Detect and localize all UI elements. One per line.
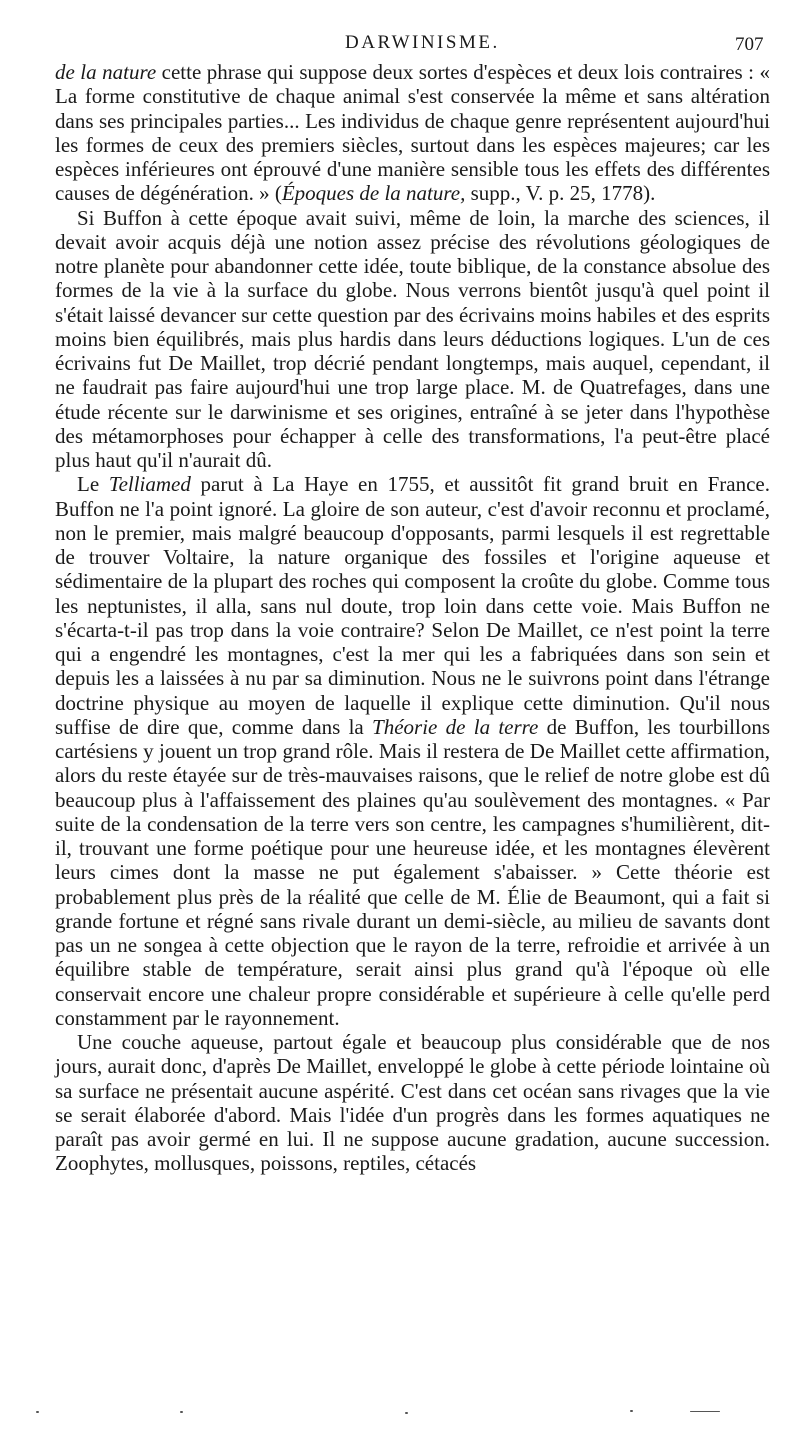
text-segment: Si Buffon à cette époque avait suivi, même de loin, la marche des sciences, il devait avoir acquis déjà une notion assez précise des révolutions géologiques de notre planète pour abandonner cette idée, toute biblique, de la constance absolue des formes de la vie à la surface du globe. Nous verrons bientôt jusqu'à quel point il s'était laissé devancer sur cette question par des écrivains moins habiles et des esprits moins bien équilibrés, mais plus hardis dans leurs déductions logiques. L'un de ces écrivains fut De Maillet, trop décrié pendant longtemps, mais auquel, cependant, il ne faudrait pas faire aujourd'hui une trop large place. M. de Quatrefages, dans une étude récente sur le darwinisme et ses origines, entraîné à se jeter dans l'hypothèse des métamorphoses pour échapper à celle des transformations, l'a peut-être placé plus haut qu'il n'aurait dû. bbox=[55, 205, 770, 472]
scan-specks bbox=[30, 1405, 770, 1419]
text-segment: Le bbox=[77, 472, 109, 497]
scan-speck bbox=[180, 1411, 183, 1413]
text-segment: de Buffon, les tourbillons cartésiens y jouent un trop grand rôle. Mais il restera de De Maillet cette affirmation, alors du reste étayée sur de très-mauvaises raisons, que le relief de notre globe est dû beaucoup plus à l'affaissement des plaines qu'au soulèvement des montagnes. « Par suite de la condensation de la terre vers son centre, les campagnes s'humilièrent, dit-il, trouvant une forme poétique pour une heureuse idée, et les montagnes élevèrent leurs cimes dont la masse ne put également s'abaisser. » Cette théorie est probablement plus près de la réalité que celle de M. Élie de Beaumont, qui a fait si grande fortune et régné sans rivale durant un demi-siècle, au milieu de savants dont pas un ne songea à cette objection que le rayon de la terre, refroidie et arrivée à un équilibre stable de température, serait ainsi plus grand qu'à l'époque où elle conservait encore une chaleur propre considérable et supérieure à celle qu'elle perd constamment par le rayonnement. bbox=[55, 714, 771, 1030]
scan-speck bbox=[630, 1410, 633, 1412]
text-segment: supp., V. p. 25, 1778). bbox=[465, 181, 656, 206]
running-title: DARWINISME. bbox=[345, 32, 500, 53]
paragraph bbox=[55, 472, 770, 1030]
text-segment: cette phrase qui suppose deux sortes d'espèces et deux lois contraires : « La forme constitutive de chaque animal s'est conservée la même et sans altération dans ses principales parties... Les individus de chaque genre représentent aujourd'hui les formes de ceux des premiers siècles, surtout dans les espèces majeures; car les espèces inférieures ont éprouvé d'une manière sensible tous les effets des différentes causes de dégénération. » ( bbox=[55, 60, 770, 206]
body-text bbox=[55, 60, 770, 1176]
text-segment: de la nature bbox=[55, 60, 157, 84]
text-segment: parut à La Haye en 1755, et aussitôt fit grand bruit en France. Buffon ne l'a point ignoré. La gloire de son auteur, c'est d'avoir reconnu et proclamé, non le premier, mais malgré beaucoup d'opposants, parmi lesquels il est regrettable de trouver Voltaire, la nature organique des fossiles et l'origine aqueuse et sédimentaire de la plupart des roches qui composent la croûte du globe. Comme tous les neptunistes, il alla, sans nul doute, trop loin dans cette voie. Mais Buffon ne s'écarta-t-il pas trop dans la voie contraire? Selon De Maillet, ce n'est point la terre qui a engendré les montagnes, c'est la mer qui les a fabriquées dans son sein et depuis les a laissées à nu par sa diminution. Nous ne le suivrons point dans l'étrange doctrine physique au moyen de laquelle il explique cette diminution. Qu'il nous suffise de dire que, comme dans la bbox=[55, 472, 770, 739]
scan-speck bbox=[405, 1412, 408, 1414]
text-segment: Époques de la nature, bbox=[281, 181, 466, 206]
scan-speck bbox=[36, 1411, 39, 1413]
text-segment: Telliamed bbox=[108, 472, 191, 497]
text-segment: Une couche aqueuse, partout égale et beaucoup plus considérable que de nos jours, aurait donc, d'après De Maillet, enveloppé le globe à cette période lointaine où sa surface ne présentait aucune aspérité. C'est dans cet océan sans rivages que la vie se serait élaborée d'abord. Mais l'idée d'un progrès dans les formes aquatiques ne paraît pas avoir germé en lui. Il ne suppose aucune gradation, aucune succession. Zoophytes, mollusques, poissons, reptiles, cétacés bbox=[55, 1030, 770, 1176]
paragraph bbox=[55, 60, 770, 206]
paragraph bbox=[55, 206, 770, 473]
running-head bbox=[0, 32, 800, 56]
text-segment: Théorie de la terre bbox=[372, 714, 539, 739]
page-number: 707 bbox=[735, 34, 764, 55]
paragraph bbox=[55, 1030, 770, 1176]
scan-speck bbox=[690, 1411, 720, 1412]
